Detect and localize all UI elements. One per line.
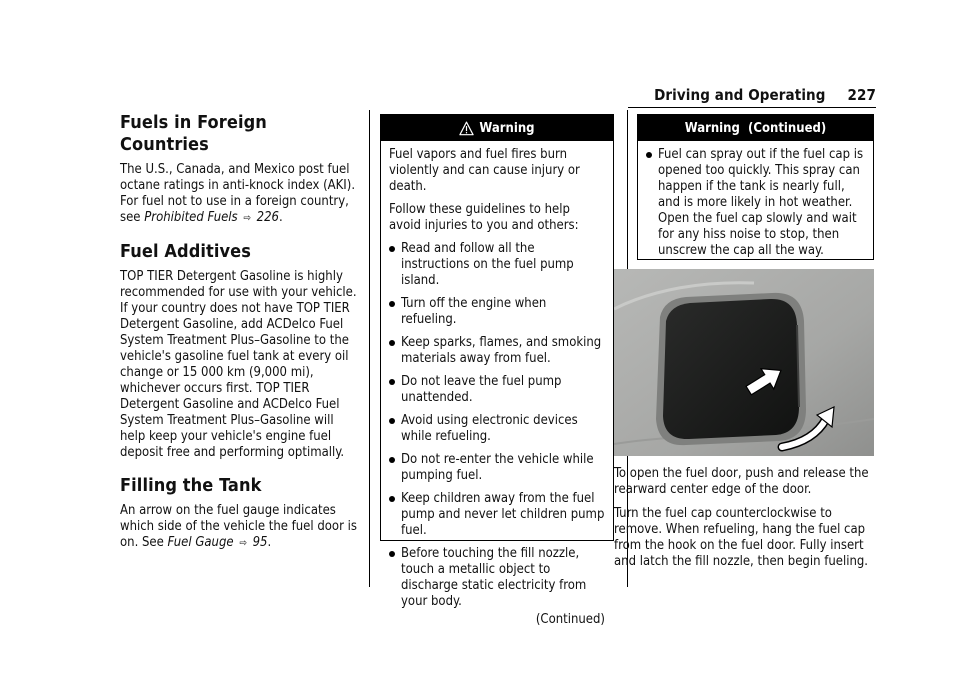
warning-header (381, 115, 613, 141)
warning-continued-body (638, 141, 873, 270)
header-rule (628, 107, 876, 108)
fuel-door-instructions (614, 466, 876, 570)
list-item: Fuel can spray out if the fuel cap is opened too quickly. This spray can happen if the tank is nearly full, and is more likely in hot weather. Open the fuel cap slowly and wait for any hiss noise to stop, then unscrew the cap all the way. (646, 147, 865, 259)
column-left (120, 112, 358, 552)
list-item: Keep children away from the fuel pump and never let children pump fuel. (389, 491, 605, 539)
list-item: Avoid using electronic devices while refueling. (389, 413, 605, 445)
filling-tank-paragraph: An arrow on the fuel gauge indicates which side of the vehicle the fuel door is on. See Fuel Gauge ⇨ 95. (120, 503, 357, 550)
page-number: 227 (847, 86, 876, 104)
xref-arrow-icon: ⇨ (243, 213, 251, 224)
bullet-icon (389, 457, 395, 463)
bullet-icon (389, 496, 395, 502)
bullet-icon (646, 152, 652, 158)
list-item: Do not leave the fuel pump unattended. (389, 374, 605, 406)
list-item: Read and follow all the instructions on the fuel pump island. (389, 241, 605, 289)
xref-arrow-icon: ⇨ (239, 538, 247, 549)
heading-fuel-additives: Fuel Additives (120, 241, 252, 262)
fuel-door (663, 299, 799, 439)
bullet-icon (389, 418, 395, 424)
column-divider-left (369, 110, 370, 587)
bullet-icon (389, 551, 395, 557)
fuel-additives-paragraph: TOP TIER Detergent Gasoline is highly recommended for use with your vehicle. If your country does not have TOP TIER Detergent Gasoline, add ACDelco Fuel System Treatment Plus–Gasoline to the vehicle's gasoline fuel tank at every oil change or 15 000 km (9,000 mi), whichever occurs first. TOP TIER Detergent Gasoline and ACDelco Fuel System Treatment Plus–Gasoline will help keep your vehicle's engine fuel deposit free and performing optimally. (120, 269, 357, 460)
warning-list (389, 241, 605, 610)
fuel-door-illustration (614, 269, 874, 456)
instructions-paragraph-1: To open the fuel door, push and release the rearward center edge of the door. (614, 466, 869, 497)
bullet-icon (389, 246, 395, 252)
list-item: Before touching the fill nozzle, touch a metallic object to discharge static electricity from your body. (389, 546, 605, 610)
list-item: Do not re-enter the vehicle while pumping fuel. (389, 452, 605, 484)
foreign-fuels-paragraph: The U.S., Canada, and Mexico post fuel octane ratings in anti-knock index (AKI). For fuel not to use in a foreign country, see Prohibited Fuels ⇨ 226. (120, 162, 356, 225)
warning-box (380, 114, 614, 627)
warning-continued-header (638, 115, 873, 141)
warning-lead: Follow these guidelines to help avoid injuries to you and others: (389, 202, 579, 233)
continued-label: (Continued) (535, 612, 605, 627)
running-header (628, 80, 876, 110)
fuel-door-drawing (614, 269, 874, 456)
warning-body (381, 141, 613, 631)
warning-triangle-icon (459, 121, 474, 136)
xref-prohibited-fuels[interactable]: Prohibited Fuels ⇨ 226 (144, 210, 279, 225)
bullet-icon (389, 340, 395, 346)
warning-continued-title: Warning (Continued) (684, 120, 827, 136)
xref-fuel-gauge[interactable]: Fuel Gauge ⇨ 95 (167, 535, 268, 550)
heading-filling-tank: Filling the Tank (120, 475, 262, 496)
bullet-icon (389, 379, 395, 385)
bullet-icon (389, 301, 395, 307)
section-title: Driving and Operating (654, 86, 826, 104)
heading-foreign-fuels: Fuels in Foreign Countries (120, 112, 267, 155)
warning-intro: Fuel vapors and fuel fires burn violently and can cause injury or death. (389, 147, 580, 194)
warning-title: Warning (479, 120, 535, 136)
list-item: Keep sparks, flames, and smoking materials away from fuel. (389, 335, 605, 367)
warning-continued-list (646, 147, 865, 259)
warning-continued-box (637, 114, 874, 260)
instructions-paragraph-2: Turn the fuel cap counterclockwise to remove. When refueling, hang the fuel cap from the hook on the fuel door. Fully insert and latch the fill nozzle, then begin fueling. (614, 506, 869, 569)
list-item: Turn off the engine when refueling. (389, 296, 605, 328)
